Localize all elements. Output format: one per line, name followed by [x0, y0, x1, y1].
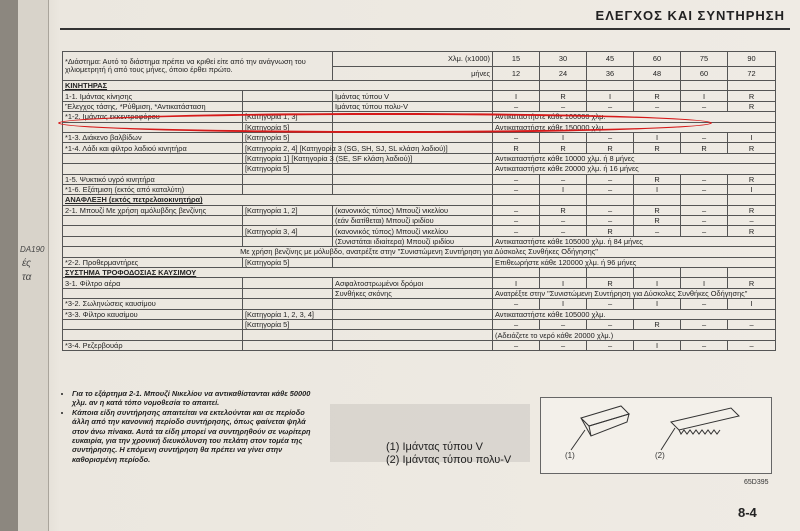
- empty-cell: [681, 195, 728, 205]
- interval-mark: I: [540, 132, 587, 142]
- interval-mark: R: [634, 205, 681, 215]
- condition-cell: [333, 132, 493, 142]
- item-name: *3-3. Φίλτρο καυσίμου: [63, 309, 243, 319]
- empty-cell: [587, 268, 634, 278]
- interval-mark: –: [540, 226, 587, 236]
- interval-mark: I: [540, 184, 587, 194]
- table-row: [63, 268, 776, 278]
- interval-instruction: Αντικαταστήστε κάθε 100000 χλμ.: [493, 112, 776, 122]
- interval-mark: –: [681, 319, 728, 329]
- interval-mark: R: [728, 91, 776, 101]
- table-row: [63, 340, 776, 350]
- category-cell: [243, 278, 333, 288]
- interval-mark: I: [587, 91, 634, 101]
- condition-cell: [333, 330, 493, 340]
- interval-mark: –: [587, 216, 634, 226]
- interval-mark: –: [540, 101, 587, 111]
- km-cell: 60: [634, 52, 681, 67]
- interval-mark: –: [540, 174, 587, 184]
- empty-cell: [634, 195, 681, 205]
- table-row: [63, 247, 776, 257]
- item-name: 3-1. Φίλτρο αέρα: [63, 278, 243, 288]
- interval-mark: R: [728, 174, 776, 184]
- condition-cell: [333, 184, 493, 194]
- condition-cell: (Συνιστάται ιδιαίτερα) Μπουζί ιριδίου: [333, 236, 493, 246]
- item-name: [63, 288, 243, 298]
- interval-mark: R: [728, 205, 776, 215]
- belt-illustration: [541, 398, 771, 473]
- item-name: *1-4. Λάδι και φίλτρο λαδιού κινητήρα: [63, 143, 243, 153]
- interval-mark: –: [681, 205, 728, 215]
- month-cell: 12: [493, 66, 540, 81]
- interval-mark: –: [540, 216, 587, 226]
- table-row: [63, 132, 776, 142]
- empty-cell: [493, 268, 540, 278]
- interval-mark: R: [587, 143, 634, 153]
- section-heading: ΑΝΑΦΛΕΞΗ (εκτός πετρελαιοκινητήρα): [63, 195, 493, 205]
- interval-mark: I: [634, 299, 681, 309]
- interval-instruction: Αντικαταστήστε κάθε 105000 χλμ.: [493, 309, 776, 319]
- interval-mark: –: [587, 299, 634, 309]
- interval-mark: –: [681, 101, 728, 111]
- empty-cell: [681, 81, 728, 91]
- category-cell: [243, 216, 333, 226]
- month-cell: 48: [634, 66, 681, 81]
- empty-cell: [587, 81, 634, 91]
- category-cell: [Κατηγορία 1, 2]: [243, 205, 333, 215]
- table-row: [63, 164, 776, 174]
- interval-mark: R: [540, 91, 587, 101]
- section-heading: ΚΙΝΗΤΗΡΑΣ: [63, 81, 493, 91]
- interval-mark: –: [587, 184, 634, 194]
- interval-mark: R: [493, 143, 540, 153]
- interval-mark: –: [728, 340, 776, 350]
- month-cell: 24: [540, 66, 587, 81]
- interval-mark: I: [634, 184, 681, 194]
- item-name: 1-1. Ιμάντας κίνησης: [63, 91, 243, 101]
- empty-cell: [728, 81, 776, 91]
- item-name: *3-2. Σωληνώσεις καυσίμου: [63, 299, 243, 309]
- interval-mark: R: [728, 226, 776, 236]
- interval-mark: –: [493, 340, 540, 350]
- condition-cell: [333, 174, 493, 184]
- belt-figure: [540, 397, 772, 474]
- item-name: [63, 153, 243, 163]
- table-row: [63, 91, 776, 101]
- table-row: [63, 101, 776, 111]
- km-label: Χλμ. (x1000): [333, 52, 493, 67]
- interval-instruction: Αντικαταστήστε κάθε 20000 χλμ. ή 16 μήνες: [493, 164, 776, 174]
- table-row: [63, 174, 776, 184]
- category-cell: [243, 236, 333, 246]
- category-cell: [243, 288, 333, 298]
- section-heading: ΣΥΣΤΗΜΑ ΤΡΟΦΟΔΟΣΙΑΣ ΚΑΥΣΙΜΟΥ: [63, 268, 493, 278]
- empty-cell: [493, 195, 540, 205]
- month-cell: 36: [587, 66, 634, 81]
- interval-mark: I: [681, 278, 728, 288]
- interval-mark: R: [540, 205, 587, 215]
- table-row: [63, 205, 776, 215]
- interval-mark: R: [634, 91, 681, 101]
- month-cell: 60: [681, 66, 728, 81]
- category-cell: [243, 299, 333, 309]
- empty-cell: [728, 195, 776, 205]
- item-name: 1-5. Ψυκτικό υγρό κινητήρα: [63, 174, 243, 184]
- months-label: μήνες: [333, 66, 493, 81]
- interval-mark: –: [681, 216, 728, 226]
- condition-cell: [333, 164, 493, 174]
- category-cell: [243, 101, 333, 111]
- item-name: 'Έλεγχος τάσης, *Ρύθμιση, *Αντικατάσταση: [63, 101, 243, 111]
- table-row: [63, 299, 776, 309]
- interval-mark: –: [587, 319, 634, 329]
- interval-instruction: Αντικαταστήστε κάθε 10000 χλμ. ή 8 μήνες: [493, 153, 776, 163]
- interval-mark: –: [728, 216, 776, 226]
- item-name: [63, 164, 243, 174]
- category-cell: [Κατηγορία 5]: [243, 257, 333, 267]
- interval-mark: R: [728, 278, 776, 288]
- category-cell: [Κατηγορία 1, 2, 3, 4]: [243, 309, 333, 319]
- legend-item: (2) Ιμάντας τύπου πολυ-V: [386, 454, 512, 466]
- header-rule: [60, 28, 790, 30]
- interval-instruction: Επιθεωρήστε κάθε 120000 χλμ. ή 96 μήνες: [493, 257, 776, 267]
- category-cell: [Κατηγορία 5]: [243, 122, 333, 132]
- category-cell: [243, 91, 333, 101]
- interval-note: *Διάστημα: Αυτό το διάστημα πρέπει να κριθεί είτε από την ανάγνωση του χιλιομετρητή ή από τους μήνες, όποιο έρθει πρώτο.: [63, 52, 333, 81]
- maintenance-schedule-table: [62, 51, 776, 351]
- table-row: [63, 226, 776, 236]
- interval-instruction: (Αδειάζετε το νερό κάθε 20000 χλμ.): [493, 330, 776, 340]
- interval-mark: R: [587, 226, 634, 236]
- interval-mark: R: [634, 174, 681, 184]
- interval-instruction: Αντικαταστήστε κάθε 150000 χλμ.: [493, 122, 776, 132]
- interval-mark: –: [493, 205, 540, 215]
- item-name: [63, 330, 243, 340]
- interval-mark: I: [681, 91, 728, 101]
- interval-mark: I: [634, 278, 681, 288]
- interval-mark: –: [493, 216, 540, 226]
- interval-instruction: Ανατρέξτε στην "Συνιστώμενη Συντήρηση για Δύσκολες Συνθήκες Οδήγησης": [493, 288, 776, 298]
- table-row: [63, 319, 776, 329]
- interval-mark: –: [634, 101, 681, 111]
- table-row: [63, 143, 776, 153]
- interval-mark: –: [493, 132, 540, 142]
- figure-code: 65D395: [744, 479, 769, 486]
- footnote-item: • Για το εξάρτημα 2-1. Μπουζί Νικελίου να αντικαθίστανται κάθε 50000 χλμ. αν η κατά τόπο νομοθεσία το απαιτεί.: [72, 389, 312, 408]
- month-cell: 72: [728, 66, 776, 81]
- interval-mark: R: [587, 278, 634, 288]
- table-row: [63, 184, 776, 194]
- left-page-fragment: DA190: [20, 245, 45, 254]
- empty-cell: [587, 195, 634, 205]
- category-cell: [243, 184, 333, 194]
- page-header: ΕΛΕΓΧΟΣ ΚΑΙ ΣΥΝΤΗΡΗΣΗ: [595, 8, 785, 23]
- item-name: [63, 216, 243, 226]
- interval-mark: –: [493, 101, 540, 111]
- item-name: [63, 236, 243, 246]
- interval-mark: I: [634, 340, 681, 350]
- table-row: [63, 195, 776, 205]
- category-cell: [Κατηγορία 5]: [243, 132, 333, 142]
- footnotes: [62, 389, 312, 464]
- empty-cell: [540, 268, 587, 278]
- interval-mark: –: [540, 319, 587, 329]
- category-cell: [Κατηγορία 3, 4]: [243, 226, 333, 236]
- table-row: [63, 236, 776, 246]
- category-cell: [Κατηγορία 5]: [243, 319, 333, 329]
- multi-v-belt-drawing: [661, 408, 739, 450]
- interval-mark: –: [728, 319, 776, 329]
- item-name: 2-1. Μπουζί Με χρήση αμόλυβδης βενζίνης: [63, 205, 243, 215]
- interval-mark: –: [493, 184, 540, 194]
- empty-cell: [493, 81, 540, 91]
- binding-edge: [0, 0, 18, 531]
- interval-mark: –: [493, 174, 540, 184]
- interval-mark: –: [587, 205, 634, 215]
- interval-mark: I: [493, 91, 540, 101]
- empty-cell: [728, 268, 776, 278]
- category-cell: [243, 340, 333, 350]
- item-name: [63, 319, 243, 329]
- condition-cell: (κανονικός τύπος) Μπουζί νικελίου: [333, 226, 493, 236]
- interval-mark: R: [681, 143, 728, 153]
- km-header-row: [63, 52, 776, 67]
- km-cell: 45: [587, 52, 634, 67]
- condition-cell: [333, 319, 493, 329]
- empty-cell: [540, 81, 587, 91]
- table-row: [63, 153, 776, 163]
- category-cell: [Κατηγορία 5]: [243, 164, 333, 174]
- condition-cell: [333, 299, 493, 309]
- category-cell: [243, 174, 333, 184]
- km-cell: 75: [681, 52, 728, 67]
- condition-cell: [333, 257, 493, 267]
- interval-mark: –: [681, 132, 728, 142]
- table-row: [63, 330, 776, 340]
- item-name: *3-4. Ρεζερβουάρ: [63, 340, 243, 350]
- legend-item: (1) Ιμάντας τύπου V: [386, 441, 483, 453]
- interval-mark: R: [728, 143, 776, 153]
- table-row: [63, 309, 776, 319]
- interval-mark: –: [493, 319, 540, 329]
- item-name: *2-2. Προθερμαντήρες: [63, 257, 243, 267]
- left-page-fragment: ές: [22, 258, 31, 269]
- table-row: [63, 278, 776, 288]
- item-name: [63, 226, 243, 236]
- table-row: [63, 288, 776, 298]
- condition-cell: Συνθήκες σκόνης: [333, 288, 493, 298]
- interval-instruction: Αντικαταστήστε κάθε 105000 χλμ. ή 84 μήνες: [493, 236, 776, 246]
- interval-mark: –: [587, 340, 634, 350]
- interval-mark: –: [681, 340, 728, 350]
- figure-label-1: (1): [565, 451, 575, 460]
- km-cell: 30: [540, 52, 587, 67]
- condition-cell: Ιμάντας τύπου πολυ-V: [333, 101, 493, 111]
- interval-mark: –: [681, 299, 728, 309]
- interval-mark: –: [634, 226, 681, 236]
- interval-mark: –: [493, 299, 540, 309]
- interval-mark: –: [587, 101, 634, 111]
- interval-mark: R: [634, 319, 681, 329]
- table-row: [63, 81, 776, 91]
- red-highlight-ellipse: [58, 113, 712, 133]
- empty-cell: [681, 268, 728, 278]
- item-name: *1-6. Εξάτμιση (εκτός από καταλύτη): [63, 184, 243, 194]
- belt-legend: [386, 441, 511, 467]
- table-row: [63, 216, 776, 226]
- km-cell: 15: [493, 52, 540, 67]
- page-number: 8-4: [738, 505, 757, 520]
- v-belt-drawing: [571, 406, 629, 450]
- interval-mark: R: [728, 101, 776, 111]
- condition-cell: Ασφαλτοστρωμένοι δρόμοι: [333, 278, 493, 288]
- condition-cell: Ιμάντας τύπου V: [333, 91, 493, 101]
- interval-mark: I: [728, 132, 776, 142]
- empty-cell: [540, 195, 587, 205]
- category-cell: [243, 330, 333, 340]
- item-name: *1-3. Διάκενο βαλβίδων: [63, 132, 243, 142]
- category-cell: [Κατηγορία 1] [Κατηγορία 3 (SE, SF κλάση λαδιού)]: [243, 153, 333, 163]
- empty-cell: [634, 268, 681, 278]
- condition-cell: [333, 340, 493, 350]
- left-page-edge: [18, 0, 49, 531]
- interval-mark: –: [681, 184, 728, 194]
- interval-mark: –: [540, 340, 587, 350]
- interval-mark: –: [681, 174, 728, 184]
- category-cell: [Κατηγορία 2, 4] [Κατηγορία 3 (SG, SH, SJ, SL κλάση λαδιού)]: [243, 143, 333, 153]
- condition-cell: (εάν διατίθεται) Μπουζί ιριδίου: [333, 216, 493, 226]
- left-page-fragment: τα: [22, 272, 32, 283]
- interval-mark: I: [634, 132, 681, 142]
- full-width-note: Με χρήση βενζίνης με μόλυβδο, ανατρέξτε στην "Συνιστώμενη Συντήρηση για Δύσκολες Συνθήκες Οδήγησης": [63, 247, 776, 257]
- category-cell: [Κατηγορία 1, 3]: [243, 112, 333, 122]
- condition-cell: (κανονικός τύπος) Μπουζί νικελίου: [333, 205, 493, 215]
- interval-mark: R: [540, 143, 587, 153]
- table-row: [63, 257, 776, 267]
- interval-mark: I: [493, 278, 540, 288]
- interval-mark: R: [634, 143, 681, 153]
- interval-mark: I: [540, 278, 587, 288]
- km-cell: 90: [728, 52, 776, 67]
- interval-mark: I: [540, 299, 587, 309]
- condition-cell: [333, 309, 493, 319]
- figure-label-2: (2): [655, 451, 665, 460]
- interval-mark: –: [493, 226, 540, 236]
- interval-mark: I: [728, 299, 776, 309]
- interval-mark: –: [587, 132, 634, 142]
- interval-mark: R: [634, 216, 681, 226]
- interval-mark: –: [587, 174, 634, 184]
- interval-mark: –: [681, 226, 728, 236]
- item-name: *1-2. Ιμάντας εκκεντροφόρου: [63, 112, 243, 122]
- empty-cell: [634, 81, 681, 91]
- interval-mark: I: [728, 184, 776, 194]
- footnote-item: • Κάποια είδη συντήρησης απαιτείται να εκτελούνται και σε περίοδο άλλη από την κανονική περίοδο συντήρησης, όπως φαίνεται ψηλά στον άνω πίνακα. Αυτά τα είδη μπορεί να συντηρηθούν σε νωρίτερη ευκαιρία, για την χρονική διευκόλυνση του πελάτη στον τομέα της συντήρησης. Η επόμενη συντήρηση θα πρέπει να γίνει στην καθορισμένη περίοδο.: [72, 408, 312, 464]
